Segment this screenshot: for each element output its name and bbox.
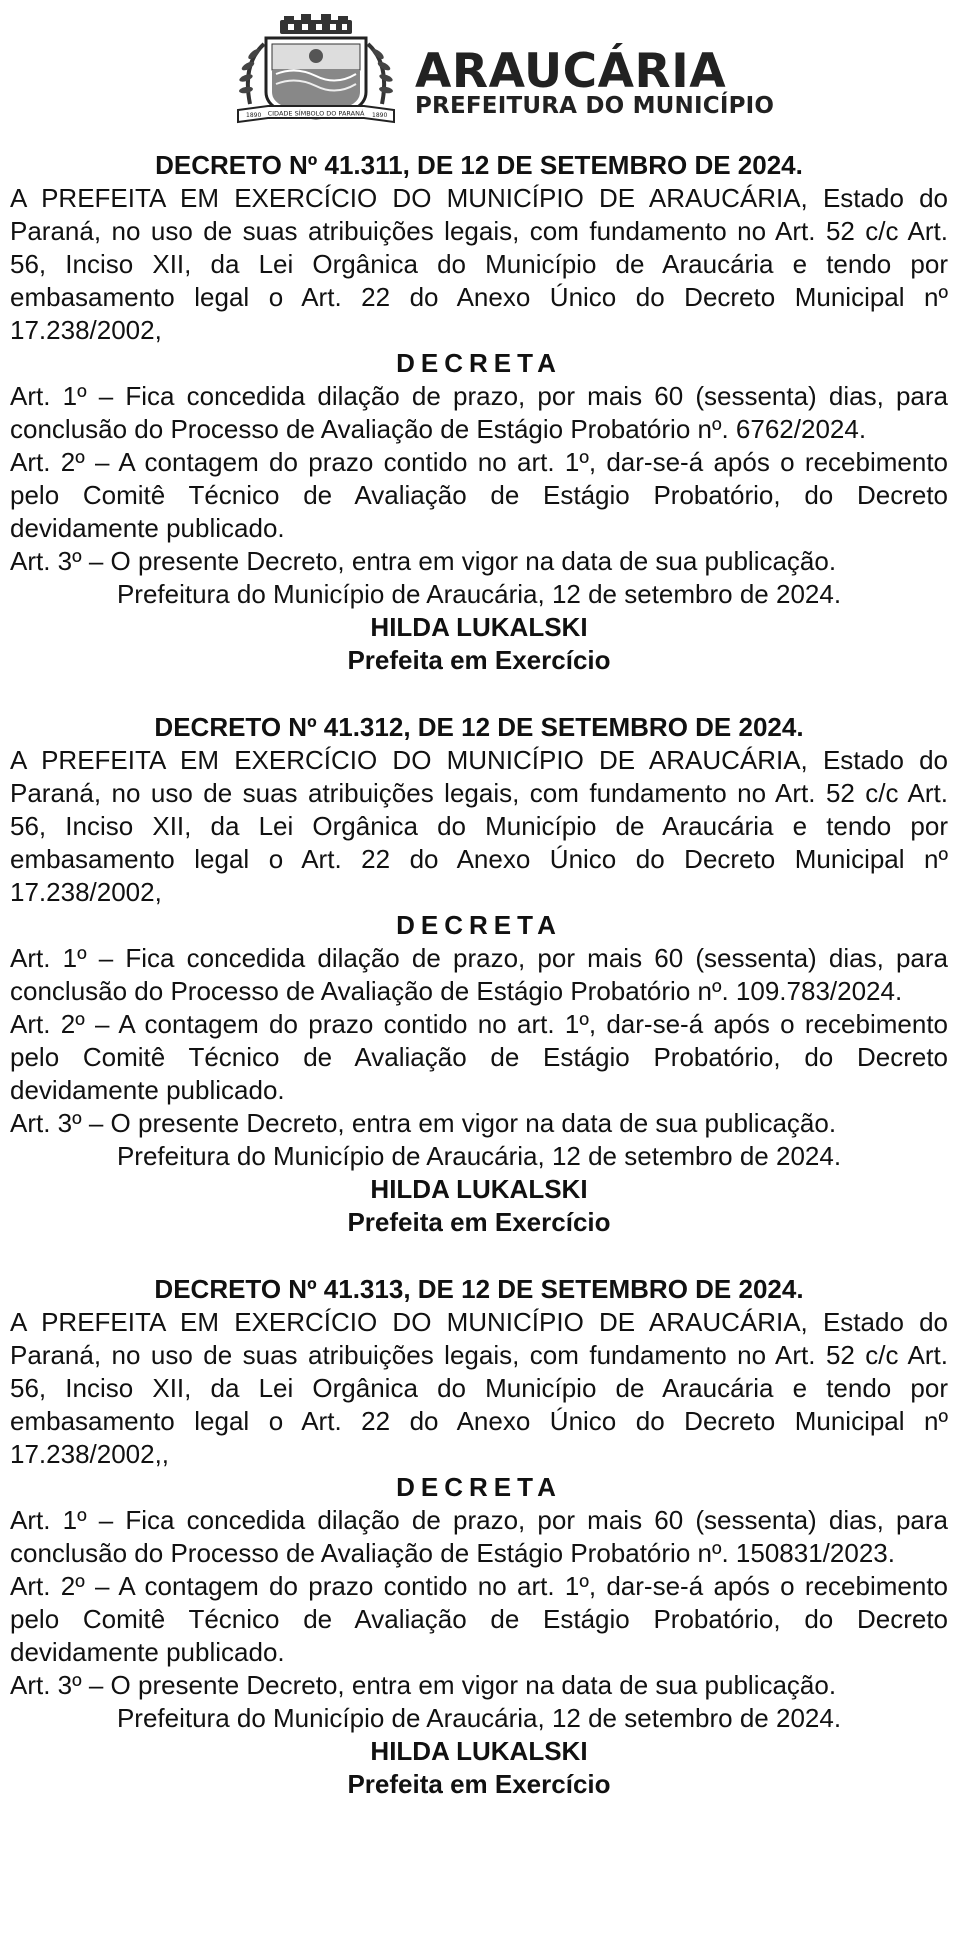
article-1: Art. 1º – Fica concedida dilação de prazo, por mais 60 (sessenta) dias, para conclusão do Processo de Avaliação de Estágio Probatório nº. 6762/2024. [10, 381, 948, 444]
municipal-crest-logo [232, 14, 400, 130]
decree-preamble: A PREFEITA EM EXERCÍCIO DO MUNICÍPIO DE ARAUCÁRIA, Estado do Paraná, no uso de suas atribuições legais, com fundamento no Art. 52 c/c Art. 56, Inciso XII, da Lei Orgânica do Município de Araucária e tendo por embasamento legal o Art. 22 do Anexo Único do Decreto Municipal nº 17.238/2002, [10, 745, 948, 907]
decree-block [10, 1273, 948, 1801]
place-date: Prefeitura do Município de Araucária, 12 de setembro de 2024. [116, 579, 842, 609]
decree-title: DECRETO Nº 41.311, DE 12 DE SETEMBRO DE 2024. [155, 150, 803, 180]
place-date: Prefeitura do Município de Araucária, 12 de setembro de 2024. [116, 1141, 842, 1171]
decreta-heading: DECRETA [396, 348, 562, 378]
signer-name: HILDA LUKALSKI [370, 1174, 588, 1204]
decree-block [10, 711, 948, 1239]
decree-title: DECRETO Nº 41.313, DE 12 DE SETEMBRO DE 2024. [154, 1274, 804, 1304]
article-3: Art. 3º – O presente Decreto, entra em vigor na data de sua publicação. [10, 1670, 837, 1700]
crest-motto: CIDADE SÍMBOLO DO PARANÁ [267, 109, 365, 118]
decreta-heading: DECRETA [396, 910, 562, 940]
decree-title: DECRETO Nº 41.312, DE 12 DE SETEMBRO DE 2024. [154, 712, 804, 742]
brand-block [415, 44, 775, 119]
article-3: Art. 3º – O presente Decreto, entra em vigor na data de sua publicação. [10, 546, 837, 576]
place-date: Prefeitura do Município de Araucária, 12 de setembro de 2024. [116, 1703, 842, 1733]
brand-name: ARAUCÁRIA [415, 44, 727, 99]
article-1: Art. 1º – Fica concedida dilação de prazo, por mais 60 (sessenta) dias, para conclusão do Processo de Avaliação de Estágio Probatório nº. 150831/2023. [10, 1505, 948, 1568]
decree-preamble: A PREFEITA EM EXERCÍCIO DO MUNICÍPIO DE ARAUCÁRIA, Estado do Paraná, no uso de suas atribuições legais, com fundamento no Art. 52 c/c Art. 56, Inciso XII, da Lei Orgânica do Município de Araucária e tendo por embasamento legal o Art. 22 do Anexo Único do Decreto Municipal nº 17.238/2002,, [10, 1307, 948, 1469]
article-2: Art. 2º – A contagem do prazo contido no art. 1º, dar-se-á após o recebimento pelo Comitê Técnico de Avaliação de Estágio Probatório, do Decreto devidamente publicado. [10, 447, 948, 543]
crest-year-left: 1890 [246, 112, 262, 119]
crest-year-right: 1890 [372, 112, 388, 119]
header [10, 0, 948, 138]
signer-role: Prefeita em Exercício [347, 1207, 611, 1237]
decree-preamble: A PREFEITA EM EXERCÍCIO DO MUNICÍPIO DE ARAUCÁRIA, Estado do Paraná, no uso de suas atribuições legais, com fundamento no Art. 52 c/c Art. 56, Inciso XII, da Lei Orgânica do Município de Araucária e tendo por embasamento legal o Art. 22 do Anexo Único do Decreto Municipal nº 17.238/2002, [10, 183, 948, 345]
decreta-heading: DECRETA [396, 1472, 562, 1502]
signer-role: Prefeita em Exercício [347, 1769, 611, 1799]
decree-block [10, 149, 948, 677]
article-2: Art. 2º – A contagem do prazo contido no art. 1º, dar-se-á após o recebimento pelo Comitê Técnico de Avaliação de Estágio Probatório, do Decreto devidamente publicado. [10, 1009, 948, 1105]
signer-name: HILDA LUKALSKI [370, 612, 588, 642]
article-2: Art. 2º – A contagem do prazo contido no art. 1º, dar-se-á após o recebimento pelo Comitê Técnico de Avaliação de Estágio Probatório, do Decreto devidamente publicado. [10, 1571, 948, 1667]
signer-role: Prefeita em Exercício [347, 645, 611, 675]
brand-subtitle: PREFEITURA DO MUNICÍPIO [415, 93, 775, 119]
signer-name: HILDA LUKALSKI [370, 1736, 588, 1766]
article-3: Art. 3º – O presente Decreto, entra em vigor na data de sua publicação. [10, 1108, 837, 1138]
article-1: Art. 1º – Fica concedida dilação de prazo, por mais 60 (sessenta) dias, para conclusão do Processo de Avaliação de Estágio Probatório nº. 109.783/2024. [10, 943, 948, 1006]
